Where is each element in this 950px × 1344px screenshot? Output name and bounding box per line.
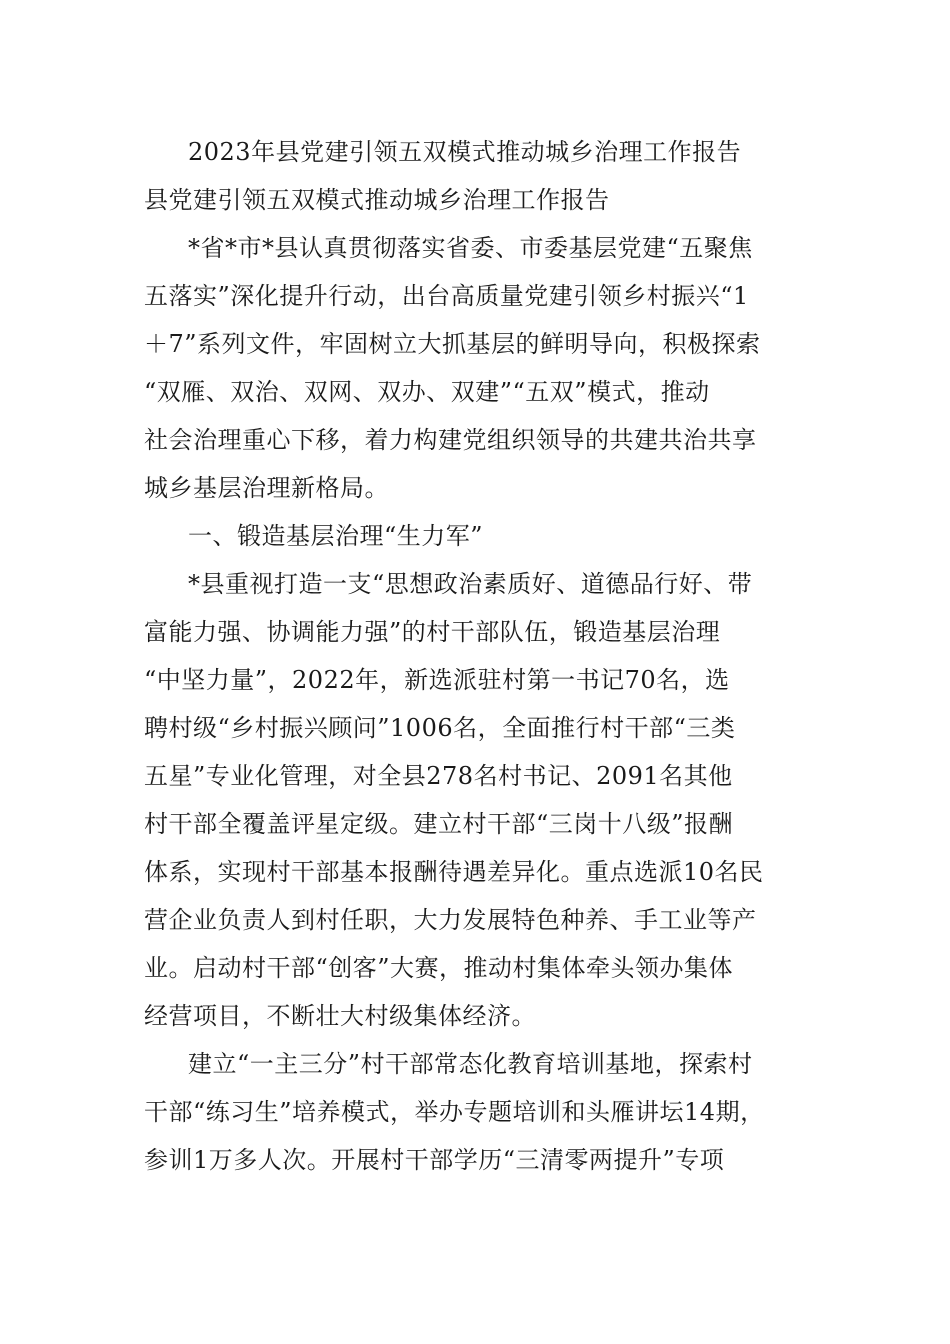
paragraph-line: 干部“练习生”培养模式，举办专题培训和头雁讲坛14期， bbox=[144, 1098, 765, 1126]
paragraph-line: 营企业负责人到村任职，大力发展特色种养、手工业等产 bbox=[144, 906, 757, 934]
section-heading: 一、锻造基层治理“生力军” bbox=[188, 522, 484, 550]
document-title: 2023年县党建引领五双模式推动城乡治理工作报告 bbox=[188, 138, 742, 166]
paragraph-line: 业。启动村干部“创客”大赛，推动村集体牵头领办集体 bbox=[144, 954, 734, 982]
paragraph-line: 富能力强、协调能力强”的村干部队伍，锻造基层治理 bbox=[144, 618, 721, 646]
document-body bbox=[144, 128, 824, 1184]
paragraph-line: 城乡基层治理新格局。 bbox=[144, 474, 389, 502]
paragraph-line: *省*市*县认真贯彻落实省委、市委基层党建“五聚焦 bbox=[188, 234, 753, 262]
section1-paragraph-1 bbox=[144, 560, 824, 1040]
paragraph-line: 五星”专业化管理，对全县278名村书记、2091名其他 bbox=[144, 762, 733, 790]
paragraph-line: “中坚力量”，2022年，新选派驻村第一书记70名，选 bbox=[144, 666, 730, 694]
paragraph-line: 建立“一主三分”村干部常态化教育培训基地，探索村 bbox=[188, 1050, 753, 1078]
paragraph-line: 五落实”深化提升行动，出台高质量党建引领乡村振兴“1 bbox=[144, 282, 749, 310]
paragraph-line: 参训1万多人次。开展村干部学历“三清零两提升”专项 bbox=[144, 1146, 725, 1174]
section1-paragraph-2 bbox=[144, 1040, 824, 1184]
paragraph-line: 经营项目，不断壮大村级集体经济。 bbox=[144, 1002, 536, 1030]
paragraph-line: 村干部全覆盖评星定级。建立村干部“三岗十八级”报酬 bbox=[144, 810, 734, 838]
document-subtitle: 县党建引领五双模式推动城乡治理工作报告 bbox=[144, 186, 610, 214]
paragraph-line: 体系，实现村干部基本报酬待遇差异化。重点选派10名民 bbox=[144, 858, 764, 886]
paragraph-line: ＋7”系列文件，牢固树立大抓基层的鲜明导向，积极探索 bbox=[144, 330, 761, 358]
paragraph-line: 聘村级“乡村振兴顾问”1006名，全面推行村干部“三类 bbox=[144, 714, 736, 742]
paragraph-line: 社会治理重心下移，着力构建党组织领导的共建共治共享 bbox=[144, 426, 757, 454]
intro-paragraph bbox=[144, 224, 824, 512]
paragraph-line: *县重视打造一支“思想政治素质好、道德品行好、带 bbox=[188, 570, 753, 598]
paragraph-line: “双雁、双治、双网、双办、双建”“五双”模式，推动 bbox=[144, 378, 710, 406]
